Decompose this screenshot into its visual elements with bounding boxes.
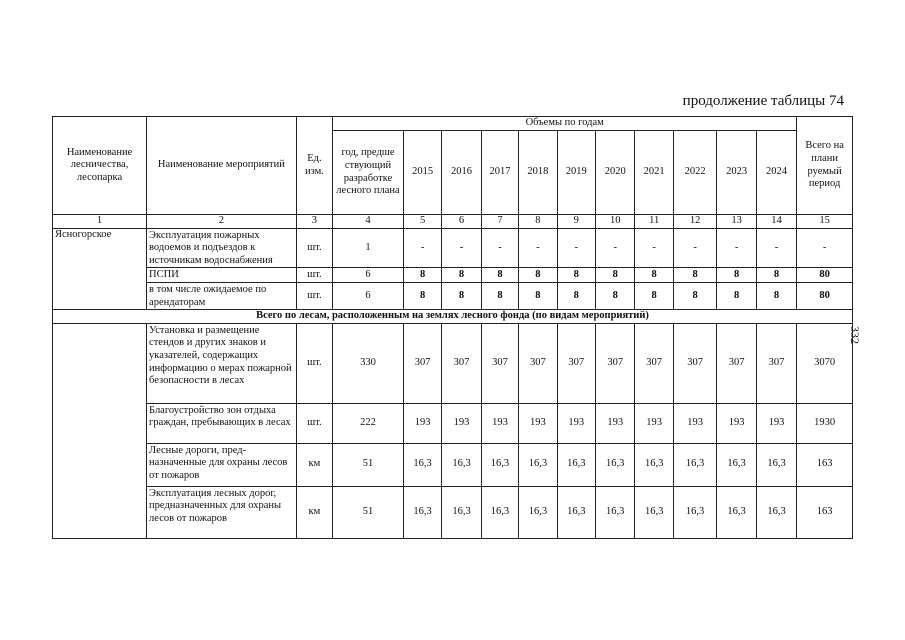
- year-cell: 193: [635, 403, 673, 443]
- year-cell: 16,3: [673, 443, 716, 486]
- total-cell: 163: [797, 486, 853, 538]
- year-cell: 16,3: [756, 486, 796, 538]
- unit-cell: шт.: [296, 228, 332, 268]
- header-unit: Ед. изм.: [296, 117, 332, 215]
- column-number: 15: [797, 215, 853, 229]
- page-number: 332: [848, 326, 862, 344]
- year-cell: 193: [717, 403, 756, 443]
- table-row: [53, 486, 853, 538]
- table-row: [53, 282, 853, 309]
- header-year: 2018: [519, 131, 557, 215]
- activity-name: Эксплуатация пожарных водоемов и подъездов к источникам водоснабжения: [147, 228, 297, 268]
- forestry-name: Ясногорское: [53, 228, 147, 310]
- section-row: [53, 310, 853, 324]
- header-year: 2016: [442, 131, 481, 215]
- header-year: 2015: [403, 131, 441, 215]
- year-cell: 8: [403, 282, 441, 309]
- header-year: 2022: [673, 131, 716, 215]
- year-cell: 8: [635, 282, 673, 309]
- year-cell: 307: [557, 323, 595, 403]
- total-cell: 1930: [797, 403, 853, 443]
- prev-year-cell: 222: [333, 403, 404, 443]
- header-year: 2021: [635, 131, 673, 215]
- column-number: 5: [403, 215, 441, 229]
- prev-year-cell: 51: [333, 486, 404, 538]
- header-year: 2024: [756, 131, 796, 215]
- year-cell: 8: [717, 282, 756, 309]
- year-cell: 193: [403, 403, 441, 443]
- activity-name: Благоустройство зон отдыха граждан, пребывающих в лесах: [147, 403, 297, 443]
- year-cell: 16,3: [635, 443, 673, 486]
- header-year: 2023: [717, 131, 756, 215]
- year-cell: -: [481, 228, 518, 268]
- activity-name: Эксплуатация лесных дорог, предназначенных для охраны лесов от пожаров: [147, 486, 297, 538]
- header-volumes-by-year: Объемы по годам: [333, 117, 797, 131]
- unit-cell: км: [296, 486, 332, 538]
- prev-year-cell: 1: [333, 228, 404, 268]
- year-cell: -: [596, 228, 635, 268]
- year-cell: 8: [635, 268, 673, 283]
- year-cell: 8: [673, 282, 716, 309]
- year-cell: 8: [673, 268, 716, 283]
- year-cell: 16,3: [519, 443, 557, 486]
- year-cell: 8: [519, 268, 557, 283]
- year-cell: 16,3: [596, 486, 635, 538]
- column-number: 3: [296, 215, 332, 229]
- activity-name: Установка и размещение стендов и других знаков и указателей, содержащих информацию о мерах пожарной безопасности в лесах: [147, 323, 297, 403]
- unit-cell: км: [296, 443, 332, 486]
- year-cell: 8: [756, 268, 796, 283]
- year-cell: 16,3: [442, 443, 481, 486]
- prev-year-cell: 51: [333, 443, 404, 486]
- year-cell: 16,3: [635, 486, 673, 538]
- section-title: Всего по лесам, расположенным на землях лесного фонда (по видам мероприятий): [53, 310, 853, 324]
- column-number: 4: [333, 215, 404, 229]
- year-cell: 8: [557, 268, 595, 283]
- unit-cell: шт.: [296, 268, 332, 283]
- column-number: 10: [596, 215, 635, 229]
- activity-name: в том числе ожидаемое по арендаторам: [147, 282, 297, 309]
- column-number: 7: [481, 215, 518, 229]
- header-year: 2019: [557, 131, 595, 215]
- year-cell: 8: [717, 268, 756, 283]
- header-year: 2020: [596, 131, 635, 215]
- year-cell: -: [403, 228, 441, 268]
- year-cell: 307: [442, 323, 481, 403]
- year-cell: -: [756, 228, 796, 268]
- year-cell: 8: [596, 268, 635, 283]
- year-cell: 8: [403, 268, 441, 283]
- year-cell: 307: [673, 323, 716, 403]
- unit-cell: шт.: [296, 403, 332, 443]
- year-cell: 8: [442, 282, 481, 309]
- year-cell: -: [557, 228, 595, 268]
- column-number: 9: [557, 215, 595, 229]
- year-cell: 307: [596, 323, 635, 403]
- year-cell: 193: [673, 403, 716, 443]
- year-cell: 307: [403, 323, 441, 403]
- column-number: 12: [673, 215, 716, 229]
- year-cell: 8: [596, 282, 635, 309]
- year-cell: 193: [519, 403, 557, 443]
- table-row: [53, 443, 853, 486]
- year-cell: 16,3: [557, 443, 595, 486]
- year-cell: 16,3: [481, 443, 518, 486]
- year-cell: -: [673, 228, 716, 268]
- year-cell: 193: [442, 403, 481, 443]
- column-number: 2: [147, 215, 297, 229]
- year-cell: 16,3: [717, 486, 756, 538]
- year-cell: 307: [717, 323, 756, 403]
- year-cell: 16,3: [481, 486, 518, 538]
- year-cell: 8: [519, 282, 557, 309]
- total-cell: -: [797, 228, 853, 268]
- year-cell: -: [635, 228, 673, 268]
- year-cell: 16,3: [557, 486, 595, 538]
- year-cell: 16,3: [403, 486, 441, 538]
- year-cell: 8: [481, 282, 518, 309]
- column-number: 8: [519, 215, 557, 229]
- year-cell: 16,3: [756, 443, 796, 486]
- year-cell: 8: [481, 268, 518, 283]
- header-year: 2017: [481, 131, 518, 215]
- year-cell: 193: [756, 403, 796, 443]
- header-activity: Наименование мероприятий: [147, 117, 297, 215]
- year-cell: 193: [481, 403, 518, 443]
- table-row: [53, 403, 853, 443]
- year-cell: 16,3: [519, 486, 557, 538]
- activity-name: ПСПИ: [147, 268, 297, 283]
- prev-year-cell: 6: [333, 268, 404, 283]
- forestry-name-empty: [53, 323, 147, 538]
- header-forestry: Наименование лесничества, лесопарка: [53, 117, 147, 215]
- year-cell: 307: [635, 323, 673, 403]
- unit-cell: шт.: [296, 282, 332, 309]
- year-cell: 16,3: [596, 443, 635, 486]
- year-cell: 307: [756, 323, 796, 403]
- column-number: 14: [756, 215, 796, 229]
- year-cell: 193: [557, 403, 595, 443]
- table-row: [53, 268, 853, 283]
- header-prev-year: год, предше ствующий разработке лесного плана: [333, 131, 404, 215]
- year-cell: 16,3: [717, 443, 756, 486]
- column-number: 1: [53, 215, 147, 229]
- year-cell: 16,3: [442, 486, 481, 538]
- total-cell: 163: [797, 443, 853, 486]
- year-cell: 307: [481, 323, 518, 403]
- year-cell: -: [519, 228, 557, 268]
- year-cell: 8: [442, 268, 481, 283]
- table-row: [53, 323, 853, 403]
- column-number: 6: [442, 215, 481, 229]
- year-cell: 8: [756, 282, 796, 309]
- total-cell: 80: [797, 282, 853, 309]
- forest-fire-measures-table: [52, 116, 853, 539]
- activity-name: Лесные дороги, пред- назначенные для охраны лесов от пожаров: [147, 443, 297, 486]
- prev-year-cell: 6: [333, 282, 404, 309]
- year-cell: 16,3: [673, 486, 716, 538]
- unit-cell: шт.: [296, 323, 332, 403]
- column-number: 13: [717, 215, 756, 229]
- column-number: 11: [635, 215, 673, 229]
- total-cell: 80: [797, 268, 853, 283]
- table-caption: продолжение таблицы 74: [682, 93, 844, 109]
- column-number-row: [53, 215, 853, 229]
- year-cell: 193: [596, 403, 635, 443]
- total-cell: 3070: [797, 323, 853, 403]
- year-cell: 8: [557, 282, 595, 309]
- year-cell: -: [442, 228, 481, 268]
- table-row: [53, 228, 853, 268]
- prev-year-cell: 330: [333, 323, 404, 403]
- year-cell: -: [717, 228, 756, 268]
- year-cell: 307: [519, 323, 557, 403]
- header-total: Всего на плани руемый период: [797, 117, 853, 215]
- year-cell: 16,3: [403, 443, 441, 486]
